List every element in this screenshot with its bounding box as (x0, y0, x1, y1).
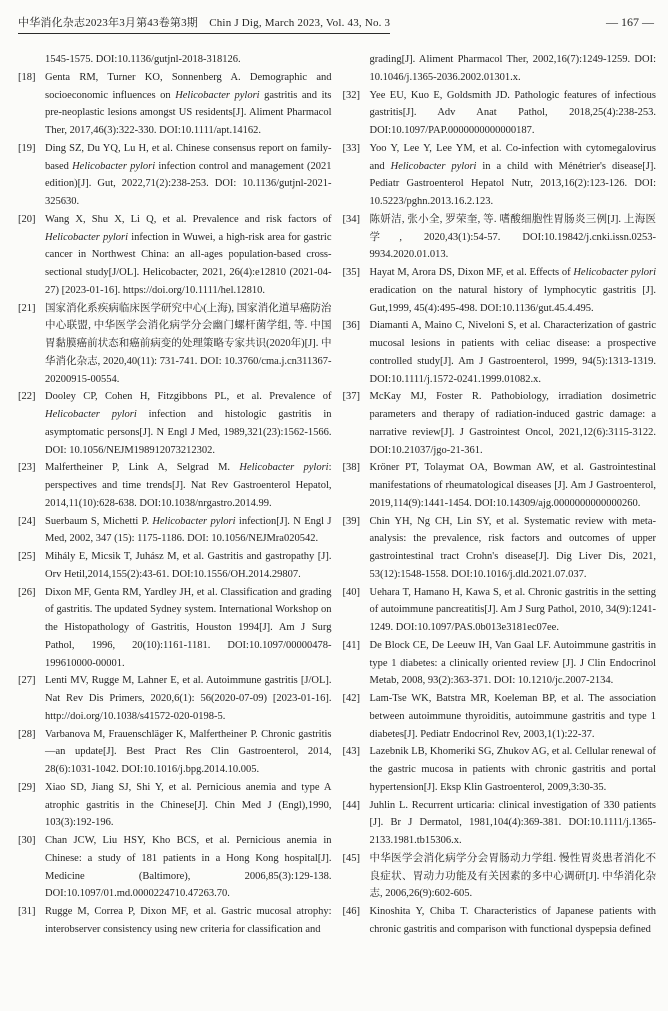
reference-item (18, 513, 332, 549)
reference-item (18, 211, 332, 300)
reference-item (18, 300, 332, 389)
reference-item (18, 726, 332, 779)
species-name-italic: Helicobacter pylori (152, 515, 236, 527)
reference-number: [44] (342, 799, 360, 811)
reference-number: [28] (18, 728, 36, 740)
reference-text: Lazebnik LB, Khomeriki SG, Zhukov AG, et al. Cellular renewal of the gastric mucosa in patients with chronic gastritis and portal hypertension[J]. Eksp Klin Gastroenterol, 2009,3:30-35. (369, 746, 656, 793)
reference-number: [23] (18, 462, 36, 474)
reference-item (343, 317, 657, 388)
reference-number: [30] (18, 835, 36, 846)
reference-text: 中华医学会消化病学分会胃肠动力学组. 慢性胃炎患者消化不良症状、胃动力功能及有关因素的多中心调研[J]. 中华消化杂志, 2006,26(9):602-605. (369, 852, 656, 900)
species-name-italic: Helicobacter pylori (175, 89, 260, 101)
reference-text: De Block CE, De Leeuw IH, Van Gaal LF. Autoimmune gastritis in type 1 diabetes: a clinically oriented review [J]. J Clin Endocrinol Metab, 2008, 93(2):363-371. DOI: 10.1210/jc.2007-2134. (369, 639, 656, 687)
reference-column-right (343, 51, 657, 939)
reference-number: [21] (18, 302, 36, 314)
reference-number: [37] (342, 391, 360, 403)
reference-text: Chan JCW, Liu HSY, Kho BCS, et al. Pernicious anemia in Chinese: a study of 181 patients in a Hong Kong hospital[J]. Medicine (Baltimore), 2006,85(3):129-138. DOI:10.1097/01.md.0000224710.47263.70. (45, 835, 332, 900)
reference-item (18, 548, 332, 584)
reference-number: [31] (18, 906, 36, 917)
reference-text: Diamanti A, Maino C, Niveloni S, et al. Characterization of gastric mucosal lesions in patients with celiac disease: a prospective controlled study[J]. Am J Gastroenterol, 1999, 94(5):1313-1319. DOI:10.1111/j.1572-0241.1999.01082.x. (369, 320, 656, 385)
reference-text: Ding SZ, Du YQ, Lu H, et al. Chinese consensus report on family-based Helicobacter pylori infection control and management (2021 edition)[J]. Gut, 2022,71(2):238-253. DOI: 10.1136/gutjnl-2021-325630. (45, 142, 332, 207)
reference-item (18, 459, 332, 512)
reference-number: [25] (18, 551, 36, 562)
reference-text: Dooley CP, Cohen H, Fitzgibbons PL, et al. Prevalence of Helicobacter pylori infection and histologic gastritis in asymptomatic persons[J]. N Engl J Med, 1989,321(23):1562-1566. DOI: 10.1056/NEJM198912073212302. (45, 391, 332, 456)
reference-number: [40] (342, 586, 360, 598)
reference-item (343, 140, 657, 211)
reference-text: Xiao SD, Jiang SJ, Shi Y, et al. Pernicious anemia and type A atrophic gastritis in the Chinese[J]. Chin Med J (Engl),1990, 103(3):192-196. (45, 781, 332, 829)
reference-text: Genta RM, Turner KO, Sonnenberg A. Demographic and socioeconomic influences on Helicobacter pylori gastritis and its pre-neoplastic lesions amongst US residents[J]. Aliment Pharmacol Ther, 2017,46(3):322-330. DOI:10.1111/apt.14162. (45, 71, 332, 136)
reference-text: Lenti MV, Rugge M, Lahner E, et al. Autoimmune gastritis [J/OL]. Nat Rev Dis Primers, 2020,6(1): 56(2020-07-09) [2023-01-16]. http://doi.org/10.1038/s41572-020-0198-5. (45, 675, 332, 722)
species-name-italic: Helicobacter pylori (390, 160, 477, 172)
reference-item (18, 779, 332, 832)
page-number: — 167 — (606, 15, 654, 29)
reference-item (18, 672, 332, 725)
reference-item (343, 264, 657, 317)
reference-item (343, 743, 657, 796)
reference-columns (18, 51, 656, 939)
reference-text: Suerbaum S, Michetti P. Helicobacter pylori infection[J]. N Engl J Med, 2002, 347 (15): 1175-1186. DOI: 10.1056/NEJMra020542. (45, 515, 332, 545)
reference-item (343, 850, 657, 903)
reference-text: Rugge M, Correa P, Dixon MF, et al. Gastric mucosal atrophy: interobserver consistency using new criteria for classification and (45, 906, 332, 935)
reference-text: Mihály E, Micsik T, Juhász M, et al. Gastritis and gastropathy [J]. Orv Hetil,2014,155(2):43-61. DOI:10.1556/OH.2014.29807. (45, 551, 332, 580)
reference-number: [43] (342, 746, 360, 758)
reference-item (18, 903, 332, 939)
species-name-italic: Helicobacter pylori (72, 160, 156, 172)
reference-number: [18] (18, 71, 36, 83)
reference-number: [41] (342, 639, 360, 651)
reference-item (343, 388, 657, 459)
reference-number: [27] (18, 675, 36, 687)
reference-item (343, 211, 657, 264)
reference-column-left (18, 51, 332, 939)
reference-text: McKay MJ, Foster R. Pathobiology, irradiation dosimetric parameters and therapy of radiation-induced gastric damage: a narrative review[J]. J Gastrointest Oncol, 2021,12(6):3115-3122. DOI:10.21037/jgo-21-361. (369, 391, 656, 456)
reference-item (18, 388, 332, 459)
reference-item (343, 637, 657, 690)
reference-text: Malfertheiner P, Link A, Selgrad M. Helicobacter pylori: perspectives and time trends[J]. Nat Rev Gastroenterol Hepatol, 2014,11(10):628-638. DOI:10.1038/nrgastro.2014.99. (45, 462, 332, 509)
reference-number: [46] (342, 906, 360, 917)
reference-number: [45] (342, 852, 360, 864)
reference-text: Dixon MF, Genta RM, Yardley JH, et al. Classification and grading of gastritis. The updated Sydney system. International Workshop on the Histopathology of Gastritis, Houston 1994[J]. Am J Surg Pathol, 1996, 20(10):1161-1181. DOI:10.1097/00000478-199610000-00001. (45, 586, 332, 669)
reference-number: [35] (342, 267, 360, 278)
reference-text: Chin YH, Ng CH, Lin SY, et al. Systematic review with meta-analysis: the prevalence, risk factors and outcomes of upper gastrointestinal tract Crohn's disease[J]. Dig Liver Dis, 2021, 53(12):1548-1558. DOI:10.1016/j.dld.2021.07.037. (369, 515, 656, 580)
reference-text: 1545-1575. DOI:10.1136/gutjnl-2018-318126. (45, 54, 241, 65)
reference-item (343, 459, 657, 512)
reference-item (343, 690, 657, 743)
reference-text: Hayat M, Arora DS, Dixon MF, et al. Effects of Helicobacter pylori eradication on the natural history of lymphocytic gastritis [J]. Gut,1999, 45(4):495-498. DOI:10.1136/gut.45.4.495. (369, 267, 656, 314)
reference-text: Juhlin L. Recurrent urticaria: clinical investigation of 330 patients [J]. Br J Dermatol, 1981,104(4):369-381. DOI:10.1111/j.1365-2133.1981.tb15306.x. (369, 799, 656, 846)
reference-number: [33] (342, 142, 360, 154)
reference-number: [19] (18, 142, 36, 154)
reference-number: [42] (342, 693, 360, 704)
reference-number: [24] (18, 515, 36, 527)
reference-text: Yee EU, Kuo E, Goldsmith JD. Pathologic features of infectious gastritis[J]. Adv Anat Pathol, 2018,25(4):238-253. DOI:10.1097/PAP.0000000000000187. (369, 89, 656, 136)
reference-number: [22] (18, 391, 36, 403)
reference-item (343, 87, 657, 140)
reference-text: Wang X, Shu X, Li Q, et al. Prevalence and risk factors of Helicobacter pylori infection in Wuwei, a high-risk area for gastric cancer in Northwest China: an all-ages population-based cross-sectional study[J/OL]. Helicobacter, 2021, 26(4):e12810 (2021-04-27) [2023-01-16]. https://doi.org/10.1111/hel.12810. (45, 213, 332, 296)
reference-text: 国家消化系疾病临床医学研究中心(上海), 国家消化道早癌防治中心联盟, 中华医学会消化病学分会幽门螺杆菌学组, 等. 中国胃黏膜癌前状态和癌前病变的处理策略专家共识(2020年)[J]. 中华消化杂志, 2020,40(11): 731-741. DOI: 10.3760/cma.j.cn311367-20200915-00554. (45, 302, 332, 385)
reference-item (343, 51, 657, 87)
reference-number: [38] (342, 462, 360, 474)
reference-text: Lam-Tse WK, Batstra MR, Koeleman BP, et al. The association between autoimmune thyroiditis, autoimmune gastritis and type 1 diabetes[J]. Pediatr Endocrinol Rev, 2003,1(1):22-37. (369, 693, 656, 740)
reference-item (343, 513, 657, 584)
reference-text: 陈妍洁, 张小全, 罗荣奎, 等. 嗜酸细胞性胃肠炎三例[J]. 上海医学, 2020,43(1):54-57. DOI:10.19842/j.cnki.issn.0253-9934.2020.01.013. (369, 213, 656, 261)
reference-item (343, 797, 657, 850)
reference-text: Kröner PT, Tolaymat OA, Bowman AW, et al. Gastrointestinal manifestations of rheumatological diseases [J]. Am J Gastroenterol, 2019,114(9):1441-1454. DOI:10.14309/ajg.0000000000000260. (369, 462, 656, 509)
reference-number: [36] (342, 320, 360, 332)
species-name-italic: Helicobacter pylori (573, 267, 656, 278)
reference-text: grading[J]. Aliment Pharmacol Ther, 2002,16(7):1249-1259. DOI: 10.1046/j.1365-2036.2002.01301.x. (369, 54, 656, 83)
reference-item (18, 832, 332, 903)
species-name-italic: Helicobacter pylori (45, 409, 137, 420)
reference-item (18, 140, 332, 211)
reference-item (343, 903, 657, 939)
reference-number: [32] (342, 89, 360, 101)
reference-item (343, 584, 657, 637)
reference-number: [34] (342, 213, 360, 225)
reference-text: Yoo Y, Lee Y, Lee YM, et al. Co-infection with cytomegalovirus and Helicobacter pylori in a child with Ménétrier's disease[J]. Pediatr Gastroenterol Hepatol Nutr, 2013,16(2):123-126. DOI: 10.5223/pghn.2013.16.2.123. (369, 142, 656, 207)
reference-text: Uehara T, Hamano H, Kawa S, et al. Chronic gastritis in the setting of autoimmune pancreatitis[J]. Am J Surg Pathol, 2010, 34(9):1241-1249. DOI:10.1097/PAS.0b013e3181ec07ee. (369, 586, 656, 633)
reference-item (18, 51, 332, 69)
reference-number: [39] (342, 515, 360, 527)
running-head (18, 14, 656, 34)
reference-number: [29] (18, 781, 36, 793)
reference-number: [20] (18, 213, 36, 225)
reference-text: Varbanova M, Frauenschläger K, Malfertheiner P. Chronic gastritis—an update[J]. Best Pract Res Clin Gastroenterol, 2014, 28(6):1031-1042. DOI:10.1016/j.bpg.2014.10.005. (45, 728, 332, 775)
species-name-italic: Helicobacter pylori (239, 462, 329, 474)
species-name-italic: Helicobacter pylori (45, 231, 129, 243)
journal-title-line: 中华消化杂志2023年3月第43卷第3期 Chin J Dig, March 2023, Vol. 43, No. 3 (18, 14, 390, 34)
reference-text: Kinoshita Y, Chiba T. Characteristics of Japanese patients with chronic gastritis and comparison with functional dyspepsia defined (369, 906, 656, 935)
reference-item (18, 584, 332, 673)
reference-number: [26] (18, 586, 36, 598)
reference-item (18, 69, 332, 140)
